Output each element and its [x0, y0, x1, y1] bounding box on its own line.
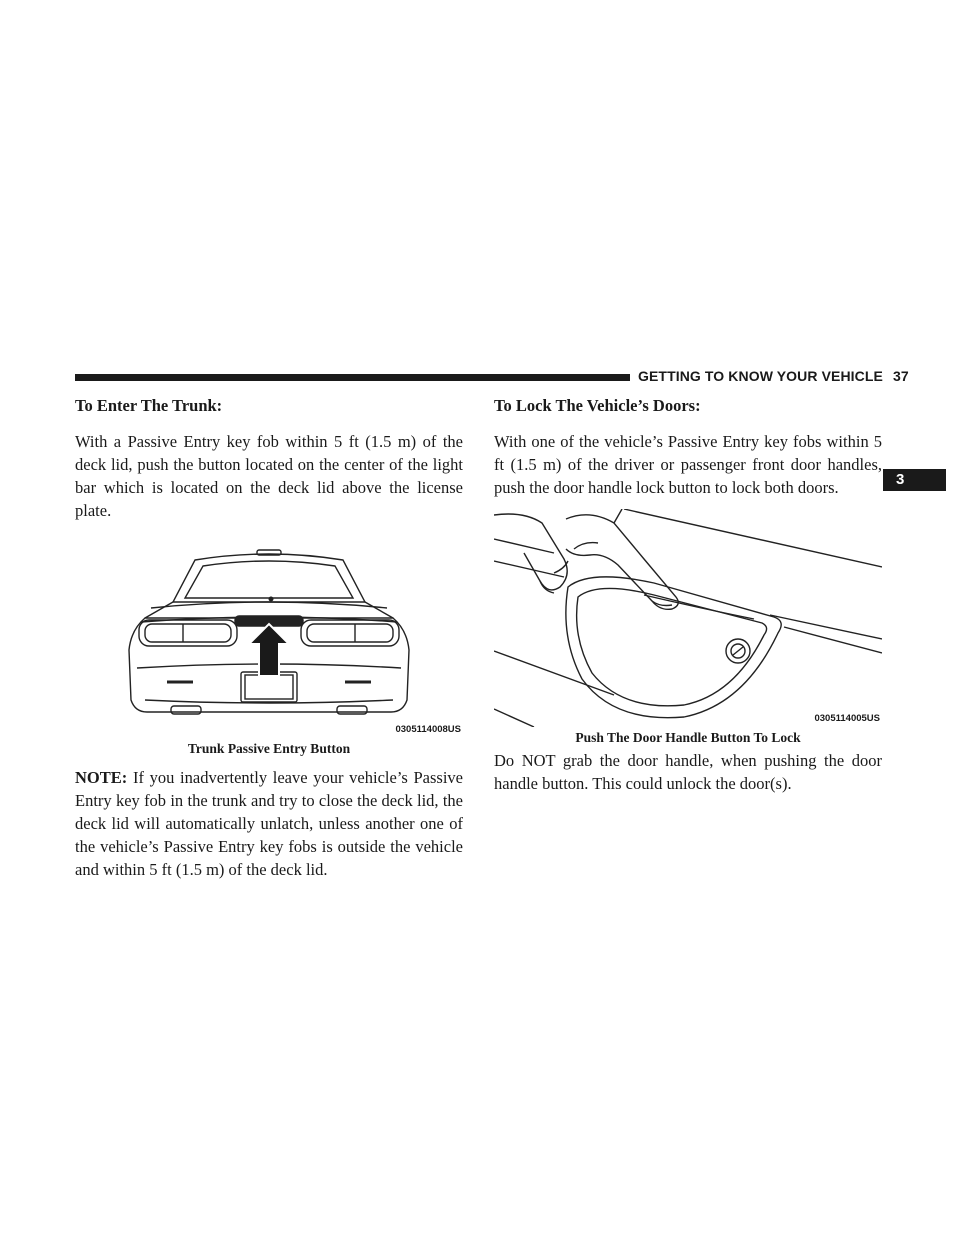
- header-title: GETTING TO KNOW YOUR VEHICLE: [638, 368, 883, 384]
- left-column: [75, 395, 463, 881]
- door-handle-figure: [494, 509, 882, 747]
- figure-caption: Push The Door Handle Button To Lock: [575, 730, 801, 745]
- note-paragraph: [75, 766, 463, 881]
- page-number: 37: [892, 368, 909, 384]
- note-label: NOTE:: [75, 768, 128, 787]
- header-rule: [75, 374, 630, 381]
- car-rear-illustration: [75, 540, 463, 720]
- note-text: If you inadvertently leave your vehicle’s Passive Entry key fob in the trunk and try to close the deck lid, the deck lid will automatically unlatch, unless another one of the vehicle’s Passive Entry key fobs is outside the vehicle and within 5 ft (1.5 m) of the deck lid.: [75, 768, 463, 879]
- lock-heading: To Lock The Vehicle’s Doors:: [494, 396, 701, 415]
- chapter-tab: 3: [883, 469, 946, 491]
- push-arrow-icon: [249, 624, 289, 676]
- trunk-paragraph: With a Passive Entry key fob within 5 ft (1.5 m) of the deck lid, push the button located on the center of the light bar which is located on the deck lid above the license plate.: [75, 432, 463, 520]
- trunk-heading: To Enter The Trunk:: [75, 396, 223, 415]
- warning-paragraph: Do NOT grab the door handle, when pushing the door handle button. This could unlock the door(s).: [494, 751, 882, 793]
- right-column: [494, 395, 882, 795]
- lock-paragraph: With one of the vehicle’s Passive Entry key fobs within 5 ft (1.5 m) of the driver or passenger front door handles, push the door handle lock button to lock both doors.: [494, 432, 882, 497]
- figure-code: 0305114005US: [814, 713, 880, 724]
- running-header: [638, 368, 909, 384]
- trunk-figure: [75, 540, 463, 758]
- figure-caption: Trunk Passive Entry Button: [187, 741, 351, 756]
- door-handle-illustration: [494, 509, 882, 727]
- figure-code: 0305114008US: [395, 724, 461, 735]
